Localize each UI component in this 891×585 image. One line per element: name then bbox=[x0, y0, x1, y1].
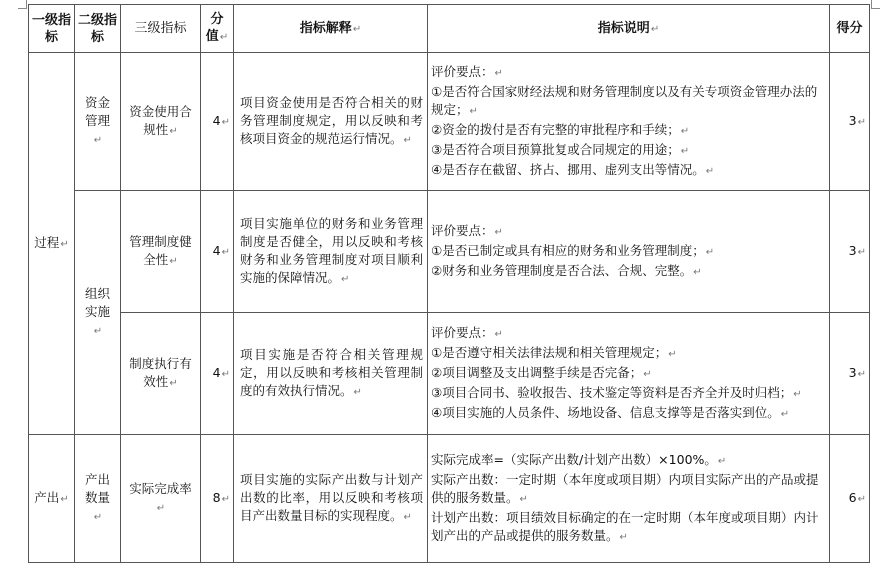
table-row bbox=[29, 53, 870, 191]
indicator-table bbox=[28, 4, 870, 563]
level2-cell: 资金管理 ↵ bbox=[75, 53, 121, 191]
description-line: ①是否遵守相关法律法规和相关管理规定； ↵ bbox=[431, 344, 826, 364]
explanation-cell: 项目实施的实际产出数与计划产出数的比率，用以反映和考核项目产出数量目标的实现程度。 ↵ bbox=[234, 435, 428, 563]
description-cell bbox=[428, 435, 830, 563]
header-score-value: 分值 ↵ bbox=[201, 5, 234, 53]
description-line: ①是否已制定或具有相应的财务和业务管理制度； ↵ bbox=[431, 242, 826, 262]
explanation-cell: 项目实施是否符合相关管理规定，用以反映和考核相关管理制度的有效执行情况。 ↵ bbox=[234, 313, 428, 435]
description-line: 评价要点： ↵ bbox=[431, 324, 826, 344]
description-line: 实际完成率=（实际产出数/计划产出数）×100%。 ↵ bbox=[431, 451, 826, 471]
value-cell: 4 ↵ bbox=[201, 53, 234, 191]
level2-cell: 产出数量 ↵ bbox=[75, 435, 121, 563]
description-cell bbox=[428, 313, 830, 435]
description-line: 实际产出数：一定时期（本年度或项目期）内项目实际产出的产品或提供的服务数量。 ↵ bbox=[431, 471, 826, 509]
corner-mark-top-left bbox=[18, 0, 27, 9]
description-line: ②项目调整及支出调整手续是否完备； ↵ bbox=[431, 364, 826, 384]
table-row bbox=[29, 435, 870, 563]
header-explanation: 指标解释 ↵ bbox=[234, 5, 428, 53]
description-line: ②资金的拨付是否有完整的审批程序和手续； ↵ bbox=[431, 121, 826, 141]
header-score: 得分 bbox=[830, 5, 870, 53]
value-cell: 4 ↵ bbox=[201, 313, 234, 435]
level3-cell: 实际完成率 ↵ bbox=[121, 435, 201, 563]
description-line: ③是否符合项目预算批复或合同规定的用途； ↵ bbox=[431, 141, 826, 161]
score-cell: 6 ↵ bbox=[830, 435, 870, 563]
description-line: 计划产出数：项目绩效目标确定的在一定时期（本年度或项目期）内计划产出的产品或提供的服务数量。 ↵ bbox=[431, 509, 826, 547]
level1-cell: 产出 ↵ bbox=[29, 435, 75, 563]
description-cell bbox=[428, 191, 830, 313]
description-line: 评价要点： ↵ bbox=[431, 63, 826, 83]
description-line: 评价要点： ↵ bbox=[431, 222, 826, 242]
description-line: ①是否符合国家财经法规和财务管理制度以及有关专项资金管理办法的规定； ↵ bbox=[431, 83, 826, 121]
level3-cell: 资金使用合规性 ↵ bbox=[121, 53, 201, 191]
score-cell: 3 ↵ bbox=[830, 191, 870, 313]
description-line: ③项目合同书、验收报告、技术鉴定等资料是否齐全并及时归档； ↵ bbox=[431, 384, 826, 404]
description-cell bbox=[428, 53, 830, 191]
header-level2: 二级指标 bbox=[75, 5, 121, 53]
score-cell: 3 ↵ bbox=[830, 53, 870, 191]
explanation-cell: 项目资金使用是否符合相关的财务管理制度规定，用以反映和考核项目资金的规范运行情况。 ↵ bbox=[234, 53, 428, 191]
score-cell: 3 ↵ bbox=[830, 313, 870, 435]
header-level3: 三级指标 bbox=[121, 5, 201, 53]
table-row bbox=[29, 191, 870, 313]
corner-mark-top-right bbox=[871, 0, 880, 9]
table-row bbox=[29, 313, 870, 435]
level1-cell: 过程 ↵ bbox=[29, 53, 75, 435]
description-line: ④项目实施的人员条件、场地设备、信息支撑等是否落实到位。 ↵ bbox=[431, 404, 826, 424]
explanation-cell: 项目实施单位的财务和业务管理制度是否健全，用以反映和考核财务和业务管理制度对项目顺利实施的保障情况。 ↵ bbox=[234, 191, 428, 313]
description-line: ④是否存在截留、挤占、挪用、虚列支出等情况。 ↵ bbox=[431, 161, 826, 181]
header-description: 指标说明 ↵ bbox=[428, 5, 830, 53]
header-level1: 一级指标 bbox=[29, 5, 75, 53]
level3-cell: 管理制度健全性 ↵ bbox=[121, 191, 201, 313]
header-row bbox=[29, 5, 870, 53]
level2-cell: 组织实施 ↵ bbox=[75, 191, 121, 435]
description-line: ②财务和业务管理制度是否合法、合规、完整。 ↵ bbox=[431, 262, 826, 282]
value-cell: 4 ↵ bbox=[201, 191, 234, 313]
level3-cell: 制度执行有效性 ↵ bbox=[121, 313, 201, 435]
value-cell: 8 ↵ bbox=[201, 435, 234, 563]
